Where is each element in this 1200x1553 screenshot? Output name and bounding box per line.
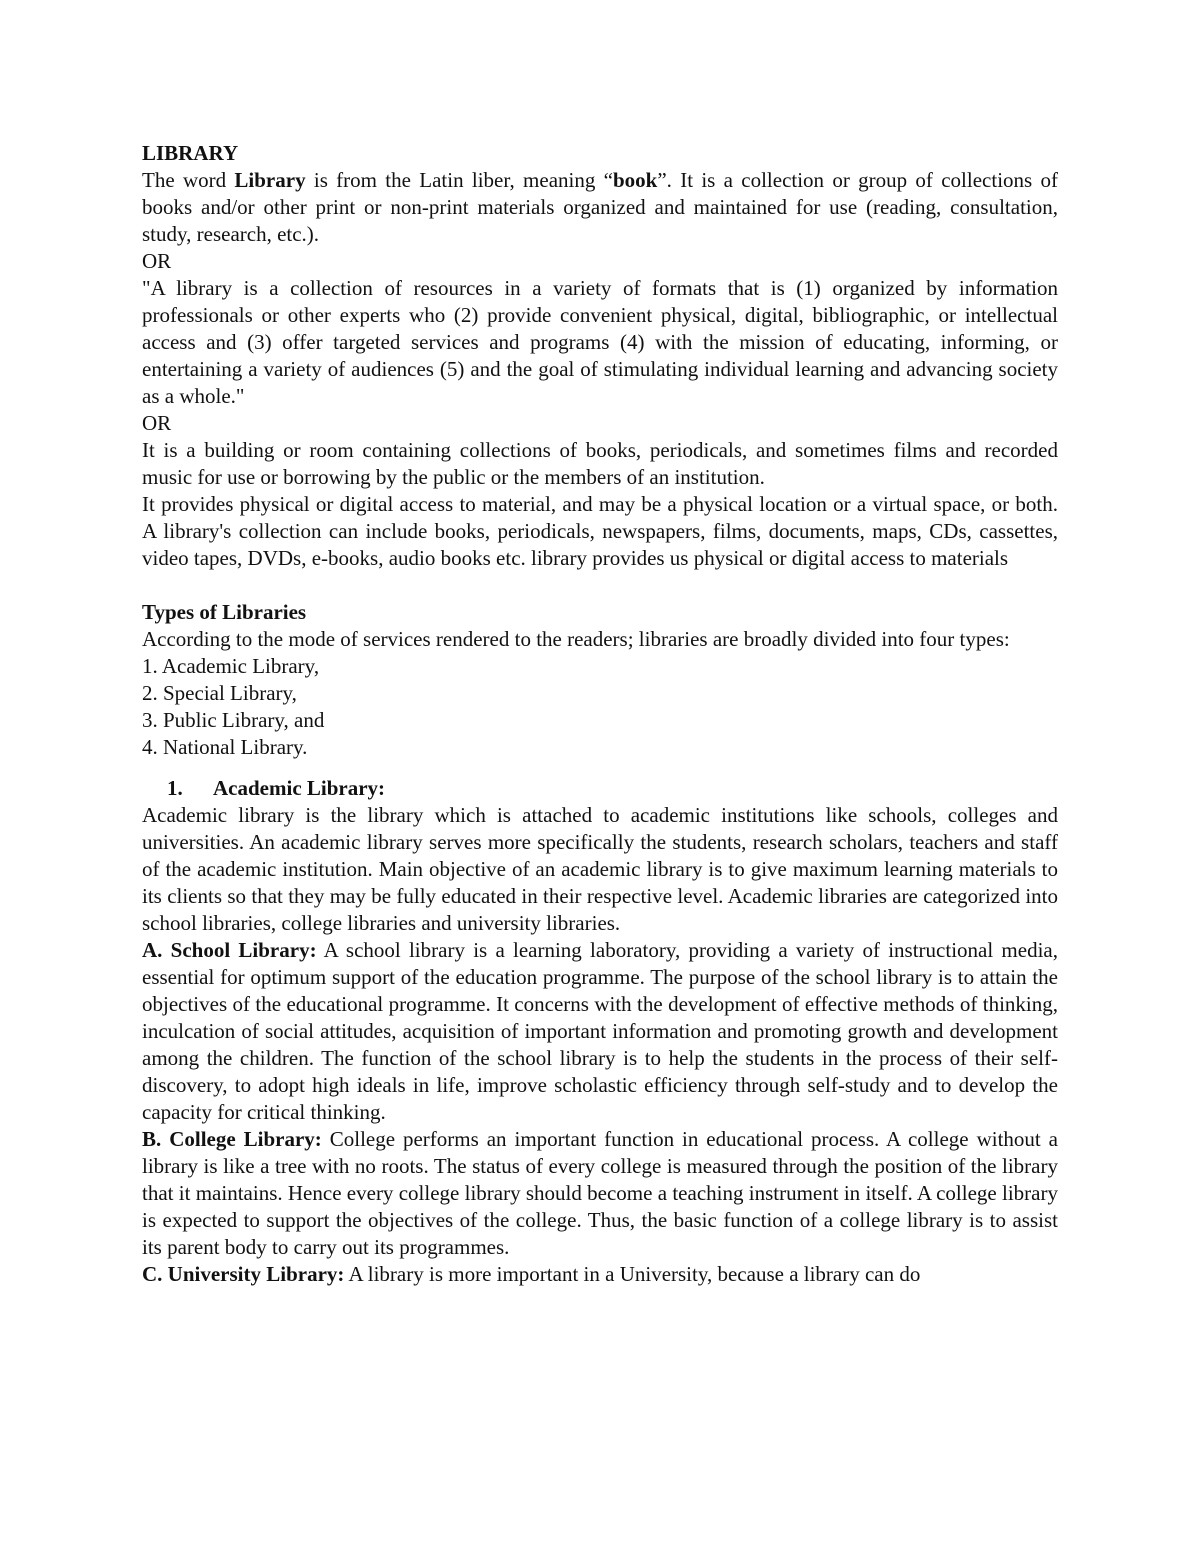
document-title: LIBRARY <box>142 141 239 165</box>
school-library-label: A. School Library: <box>142 938 317 962</box>
academic-number: 1. <box>167 776 183 800</box>
intro-text-3: ”. It is a collection or group of collections of books and/or other print or non-print materials organized and maintained for use (reading, consultation, study, research, etc.). <box>142 168 1058 246</box>
university-library-text: A library is more important in a University, because a library can do <box>344 1262 921 1286</box>
intro-paragraph <box>142 167 1058 248</box>
types-intro: According to the mode of services rendered to the readers; libraries are broadly divided into four types: <box>142 627 1010 651</box>
intro-bold-book: book <box>612 168 658 192</box>
intro-bold-library: Library <box>234 168 306 192</box>
academic-library-body: Academic library is the library which is attached to academic institutions like schools, colleges and universities. An academic library serves more specifically the students, research scholars, teachers and staff of the academic institution. Main objective of an academic library is to give maximum learning materials to its clients so that they may be fully educated in their respective level. Academic libraries are categorized into school libraries, college libraries and university libraries. <box>142 803 1058 935</box>
college-library-text: College performs an important function in educational process. A college without a library is like a tree with no roots. The status of every college is measured through the position of the library that it maintains. Hence every college library should become a teaching instrument in itself. A college library is expected to support the objectives of the college. Thus, the basic function of a college library is to assist its parent body to carry out its programmes. <box>142 1127 1058 1259</box>
types-list-item: 4. National Library. <box>142 735 308 759</box>
types-list-item: 3. Public Library, and <box>142 708 325 732</box>
academic-heading-text: Academic Library: <box>213 776 386 800</box>
types-heading: Types of Libraries <box>142 600 307 624</box>
document-page <box>142 140 1058 1288</box>
or-separator-2: OR <box>142 411 172 435</box>
definition-paragraph-3: It is a building or room containing collections of books, periodicals, and sometimes films and recorded music for use or borrowing by the public or the members of an institution. <box>142 438 1058 489</box>
university-library-label: C. University Library: <box>142 1262 345 1286</box>
access-paragraph: It provides physical or digital access to material, and may be a physical location or a virtual space, or both. A library's collection can include books, periodicals, newspapers, films, documents, maps, CDs, cassettes, video tapes, DVDs, e-books, audio books etc. library provides us physical or digital access to materials <box>142 492 1058 570</box>
intro-text-1: The word <box>142 168 235 192</box>
academic-library-heading <box>142 775 1058 802</box>
definition-paragraph-2: "A library is a collection of resources in a variety of formats that is (1) organized by information professionals or other experts who (2) provide convenient physical, digital, bibliographic, or intellectual access and (3) offer targeted services and programs (4) with the mission of educating, informing, or entertaining a variety of audiences (5) and the goal of stimulating individual learning and advancing society as a whole." <box>142 276 1058 408</box>
types-list-item: 2. Special Library, <box>142 681 297 705</box>
or-separator-1: OR <box>142 249 172 273</box>
college-library-paragraph <box>142 1126 1058 1261</box>
school-library-paragraph <box>142 937 1058 1126</box>
school-library-text: A school library is a learning laboratory, providing a variety of instructional media, essential for optimum support of the education programme. The purpose of the school library is to attain the objectives of the educational programme. It concerns with the development of effective methods of thinking, inculcation of social attitudes, acquisition of important information and promoting growth and development among the children. The function of the school library is to help the students in the process of their self-discovery, to adopt high ideals in life, improve scholastic efficiency through self-study and to develop the capacity for critical thinking. <box>142 938 1058 1124</box>
university-library-paragraph <box>142 1261 1058 1288</box>
types-list-item: 1. Academic Library, <box>142 654 320 678</box>
intro-text-2: is from the Latin liber, meaning “ <box>305 168 613 192</box>
college-library-label: B. College Library: <box>142 1127 322 1151</box>
